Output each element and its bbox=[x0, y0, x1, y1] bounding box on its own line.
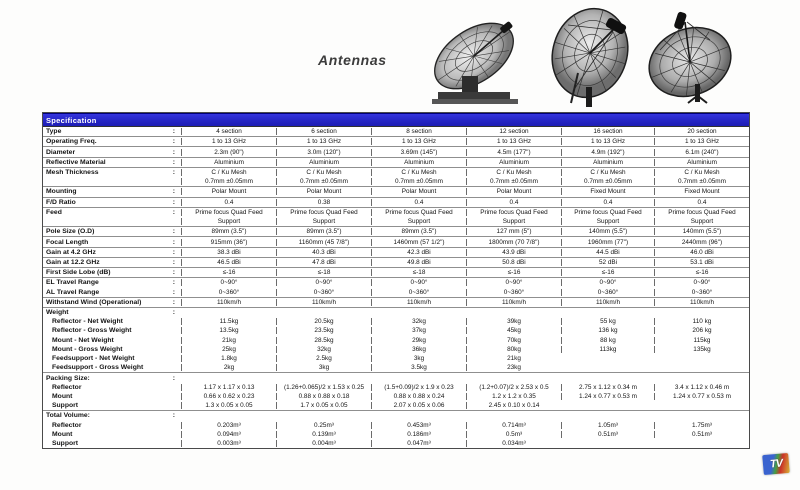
spec-value: 1.2 x 1.2 x 0.35 bbox=[466, 393, 561, 400]
spec-value: 140mm (5.5") bbox=[561, 228, 654, 235]
spec-value: 0.004m³ bbox=[276, 440, 371, 447]
spec-row bbox=[43, 127, 749, 136]
spec-row bbox=[43, 354, 749, 363]
label-colon: : bbox=[172, 238, 175, 246]
spec-value: ≤-18 bbox=[371, 269, 466, 276]
spec-value: 0.7mm ±0.05mm bbox=[466, 178, 561, 185]
spec-value: 3.69m (145") bbox=[371, 149, 466, 156]
spec-value: 0.453m³ bbox=[371, 422, 466, 429]
spec-value: 2.5kg bbox=[276, 355, 371, 362]
label-colon: : bbox=[172, 128, 175, 136]
spec-value: 110km/h bbox=[181, 299, 276, 306]
spec-row-label bbox=[43, 355, 181, 362]
spec-row-label bbox=[43, 422, 181, 429]
spec-row-label bbox=[43, 384, 181, 391]
spec-value: (1.26+0.065)/2 x 1.53 x 0.25 bbox=[276, 384, 371, 391]
spec-value: Polar Mount bbox=[371, 188, 466, 195]
spec-value: Polar Mount bbox=[466, 188, 561, 195]
spec-value: 1.75m³ bbox=[654, 422, 749, 429]
spec-row-label bbox=[43, 327, 181, 334]
spec-value: 42.3 dBi bbox=[371, 249, 466, 256]
spec-value: ≤-16 bbox=[466, 269, 561, 276]
spec-label-text: F/D Ratio bbox=[46, 198, 76, 206]
spec-value: Aluminium bbox=[654, 159, 749, 166]
spec-row bbox=[43, 136, 749, 146]
spec-row-label bbox=[43, 209, 181, 216]
spec-label-text: Support bbox=[52, 402, 79, 410]
spec-value: 0.25m³ bbox=[276, 422, 371, 429]
spec-value: 0.66 x 0.62 x 0.23 bbox=[181, 393, 276, 400]
label-colon: : bbox=[172, 168, 175, 176]
spec-row bbox=[43, 439, 749, 448]
spec-row bbox=[43, 267, 749, 277]
spec-row bbox=[43, 383, 749, 392]
spec-value: 88 kg bbox=[561, 337, 654, 344]
spec-value: 11.5kg bbox=[181, 318, 276, 325]
spec-value: 0.139m³ bbox=[276, 431, 371, 438]
spec-row bbox=[43, 326, 749, 335]
spec-value: 2.75 x 1.12 x 0.34 m bbox=[561, 384, 654, 391]
spec-row bbox=[43, 177, 749, 186]
spec-row bbox=[43, 157, 749, 167]
spec-value: Support bbox=[276, 218, 371, 225]
spec-value: 44.5 dBi bbox=[561, 249, 654, 256]
spec-label-text: Withstand Wind (Operational) bbox=[46, 298, 142, 306]
spec-value: 0.4 bbox=[561, 199, 654, 206]
spec-value: 50.8 dBi bbox=[466, 259, 561, 266]
spec-row-label bbox=[43, 269, 181, 276]
label-colon: : bbox=[172, 258, 175, 266]
spec-value: 47.8 dBi bbox=[276, 259, 371, 266]
spec-value: Support bbox=[654, 218, 749, 225]
spec-value: Fixed Mount bbox=[654, 188, 749, 195]
spec-value: 20.5kg bbox=[276, 318, 371, 325]
spec-row bbox=[43, 317, 749, 326]
spec-value: 8 section bbox=[371, 128, 466, 135]
spec-row bbox=[43, 421, 749, 430]
spec-value: Prime focus Quad Feed bbox=[181, 209, 276, 216]
spec-value: 1 to 13 GHz bbox=[276, 138, 371, 145]
spec-value: C / Ku Mesh bbox=[181, 169, 276, 176]
spec-row bbox=[43, 186, 749, 196]
spec-row-label bbox=[43, 289, 181, 296]
spec-label-text: Focal Length bbox=[46, 238, 89, 246]
spec-row bbox=[43, 372, 749, 382]
spec-label-text: Reflector - Gross Weight bbox=[52, 327, 132, 335]
spec-value: 0.7mm ±0.05mm bbox=[654, 178, 749, 185]
spec-row-label bbox=[43, 309, 181, 316]
spec-row-label bbox=[43, 239, 181, 246]
spec-row-label bbox=[43, 337, 181, 344]
label-colon: : bbox=[172, 374, 175, 382]
spec-row bbox=[43, 430, 749, 439]
spec-value: 0~90° bbox=[181, 279, 276, 286]
spec-value: 25kg bbox=[181, 346, 276, 353]
spec-label-text: Total Volume: bbox=[46, 412, 90, 420]
spec-value: 3kg bbox=[371, 355, 466, 362]
spec-value: 0.4 bbox=[181, 199, 276, 206]
spec-label-text: Mesh Thickness bbox=[46, 168, 99, 176]
spec-value: 1.05m³ bbox=[561, 422, 654, 429]
spec-value: 1.24 x 0.77 x 0.53 m bbox=[654, 393, 749, 400]
antenna-photo-center bbox=[538, 3, 646, 108]
tv-logo bbox=[762, 453, 790, 475]
label-colon: : bbox=[172, 298, 175, 306]
spec-value: 1160mm (45 7/8") bbox=[276, 239, 371, 246]
spec-value: 0.51m³ bbox=[561, 431, 654, 438]
spec-value: 2kg bbox=[181, 364, 276, 371]
spec-value: 29kg bbox=[371, 337, 466, 344]
spec-row-label bbox=[43, 169, 181, 176]
label-colon: : bbox=[172, 412, 175, 420]
spec-row-label bbox=[43, 228, 181, 235]
spec-row-label bbox=[43, 299, 181, 306]
spec-row-label bbox=[43, 279, 181, 286]
spec-label-text: Type bbox=[46, 128, 62, 136]
spec-row-label bbox=[43, 128, 181, 135]
spec-value: 12 section bbox=[466, 128, 561, 135]
spec-value: 115kg bbox=[654, 337, 749, 344]
spec-value: 38.3 dBi bbox=[181, 249, 276, 256]
spec-value: 55 kg bbox=[561, 318, 654, 325]
label-colon: : bbox=[172, 188, 175, 196]
label-colon: : bbox=[172, 148, 175, 156]
spec-row-label bbox=[43, 364, 181, 371]
spec-row bbox=[43, 288, 749, 297]
spec-value: 0~90° bbox=[561, 279, 654, 286]
spec-value: Fixed Mount bbox=[561, 188, 654, 195]
spec-value: 52 dBi bbox=[561, 259, 654, 266]
spec-value: 113kg bbox=[561, 346, 654, 353]
label-colon: : bbox=[172, 158, 175, 166]
spec-value: 110km/h bbox=[371, 299, 466, 306]
spec-label-text: Diameter bbox=[46, 148, 76, 156]
spec-value: Prime focus Quad Feed bbox=[561, 209, 654, 216]
spec-value: 1 to 13 GHz bbox=[181, 138, 276, 145]
spec-value: 0~90° bbox=[654, 279, 749, 286]
spec-value: 1800mm (70 7/8") bbox=[466, 239, 561, 246]
spec-label-text: Gain at 12.2 GHz bbox=[46, 258, 100, 266]
spec-value: 0.203m³ bbox=[181, 422, 276, 429]
spec-value: 2.07 x 0.05 x 0.06 bbox=[371, 402, 466, 409]
spec-value: 1.24 x 0.77 x 0.53 m bbox=[561, 393, 654, 400]
spec-row-label bbox=[43, 318, 181, 325]
spec-value: Prime focus Quad Feed bbox=[371, 209, 466, 216]
spec-value: Aluminium bbox=[276, 159, 371, 166]
spec-value: 0.38 bbox=[276, 199, 371, 206]
spec-value: 0~360° bbox=[276, 289, 371, 296]
spec-value: 89mm (3.5") bbox=[181, 228, 276, 235]
spec-value: 0.7mm ±0.05mm bbox=[276, 178, 371, 185]
spec-value: Support bbox=[371, 218, 466, 225]
spec-value: (1.2+0.07)/2 x 2.53 x 0.5 bbox=[466, 384, 561, 391]
spec-label-text: Reflector - Net Weight bbox=[52, 318, 123, 326]
spec-value: C / Ku Mesh bbox=[561, 169, 654, 176]
spec-value: 1.3 x 0.05 x 0.05 bbox=[181, 402, 276, 409]
spec-label-text: Weight bbox=[46, 309, 69, 317]
spec-value: 53.1 dBi bbox=[654, 259, 749, 266]
label-colon: : bbox=[172, 269, 175, 277]
spec-value: 21kg bbox=[466, 355, 561, 362]
spec-value: 127 mm (5") bbox=[466, 228, 561, 235]
spec-value: 1 to 13 GHz bbox=[466, 138, 561, 145]
spec-row bbox=[43, 410, 749, 420]
spec-value: 49.8 dBi bbox=[371, 259, 466, 266]
spec-value: 6.1m (240") bbox=[654, 149, 749, 156]
spec-value: 1.8kg bbox=[181, 355, 276, 362]
spec-value: 0~360° bbox=[371, 289, 466, 296]
spec-value: 135kg bbox=[654, 346, 749, 353]
spec-value: 20 section bbox=[654, 128, 749, 135]
spec-value: 21kg bbox=[181, 337, 276, 344]
spec-value: 0.094m³ bbox=[181, 431, 276, 438]
label-colon: : bbox=[172, 228, 175, 236]
spec-row bbox=[43, 345, 749, 354]
label-colon: : bbox=[172, 138, 175, 146]
spec-value: 0~360° bbox=[654, 289, 749, 296]
spec-label-text: Feedsupport - Net Weight bbox=[52, 355, 135, 363]
spec-value: 37kg bbox=[371, 327, 466, 334]
spec-value: 70kg bbox=[466, 337, 561, 344]
spec-value: 0.047m³ bbox=[371, 440, 466, 447]
antenna-photo-left bbox=[428, 10, 530, 108]
spec-value: Polar Mount bbox=[181, 188, 276, 195]
spec-value: 39kg bbox=[466, 318, 561, 325]
spec-value: Aluminium bbox=[466, 159, 561, 166]
spec-label-text: Packing Size: bbox=[46, 374, 90, 382]
spec-value: 0.88 x 0.88 x 0.24 bbox=[371, 393, 466, 400]
spec-value: Aluminium bbox=[371, 159, 466, 166]
spec-row bbox=[43, 167, 749, 177]
spec-row bbox=[43, 207, 749, 217]
spec-row-label bbox=[43, 149, 181, 156]
spec-value: 16 section bbox=[561, 128, 654, 135]
spec-value: Support bbox=[181, 218, 276, 225]
spec-label-text: Mount bbox=[52, 430, 73, 438]
spec-value: 0.5m³ bbox=[466, 431, 561, 438]
spec-value: 23kg bbox=[466, 364, 561, 371]
spec-value: 2.3m (90") bbox=[181, 149, 276, 156]
spec-value: 915mm (36") bbox=[181, 239, 276, 246]
spec-label-text: Pole Size (O.D) bbox=[46, 228, 95, 236]
spec-value: ≤-18 bbox=[276, 269, 371, 276]
label-colon: : bbox=[172, 309, 175, 317]
spec-label-text: Mount - Net Weight bbox=[52, 336, 114, 344]
spec-value: 89mm (3.5") bbox=[371, 228, 466, 235]
spec-row-label bbox=[43, 375, 181, 382]
spec-value: 1 to 13 GHz bbox=[654, 138, 749, 145]
spec-row-label bbox=[43, 259, 181, 266]
spec-label-text: First Side Lobe (dB) bbox=[46, 269, 111, 277]
spec-value: Support bbox=[561, 218, 654, 225]
spec-row bbox=[43, 363, 749, 372]
spec-value: 0.714m³ bbox=[466, 422, 561, 429]
table-header bbox=[43, 113, 749, 127]
spec-row-label bbox=[43, 159, 181, 166]
spec-row bbox=[43, 307, 749, 317]
spec-label-text: Feed bbox=[46, 208, 62, 216]
spec-label-text: Mount bbox=[52, 393, 73, 401]
spec-value: 4.9m (192") bbox=[561, 149, 654, 156]
spec-value: ≤-16 bbox=[181, 269, 276, 276]
spec-row bbox=[43, 297, 749, 307]
spec-row-label bbox=[43, 199, 181, 206]
spec-value: 4 section bbox=[181, 128, 276, 135]
spec-value: 4.5m (177") bbox=[466, 149, 561, 156]
spec-label-text: Gain at 4.2 GHz bbox=[46, 248, 96, 256]
spec-value: 28.5kg bbox=[276, 337, 371, 344]
label-colon: : bbox=[172, 279, 175, 287]
spec-row bbox=[43, 146, 749, 156]
spec-row-label bbox=[43, 402, 181, 409]
spec-row-label bbox=[43, 249, 181, 256]
spec-label-text: Support bbox=[52, 440, 79, 448]
spec-label-text: EL Travel Range bbox=[46, 279, 99, 287]
spec-row bbox=[43, 236, 749, 246]
spec-value: 110km/h bbox=[654, 299, 749, 306]
spec-value: 45kg bbox=[466, 327, 561, 334]
spec-value: 3.4 x 1.12 x 0.46 m bbox=[654, 384, 749, 391]
spec-value: 36kg bbox=[371, 346, 466, 353]
spec-value: 0.034m³ bbox=[466, 440, 561, 447]
spec-value: 46.0 dBi bbox=[654, 249, 749, 256]
spec-value: 0~360° bbox=[181, 289, 276, 296]
specification-table bbox=[42, 112, 750, 449]
spec-value: 1.17 x 1.17 x 0.13 bbox=[181, 384, 276, 391]
spec-value: 3.0m (120") bbox=[276, 149, 371, 156]
spec-value: 206 kg bbox=[654, 327, 749, 334]
spec-value: 32kg bbox=[276, 346, 371, 353]
spec-value: 0~360° bbox=[561, 289, 654, 296]
spec-row bbox=[43, 336, 749, 345]
spec-row-label bbox=[43, 346, 181, 353]
spec-value: 110 kg bbox=[654, 318, 749, 325]
spec-value: 6 section bbox=[276, 128, 371, 135]
spec-value: 110km/h bbox=[466, 299, 561, 306]
spec-row-label bbox=[43, 440, 181, 447]
spec-value: 1460mm (57 1/2") bbox=[371, 239, 466, 246]
spec-value: 3kg bbox=[276, 364, 371, 371]
spec-value: 40.3 dBi bbox=[276, 249, 371, 256]
spec-value: C / Ku Mesh bbox=[371, 169, 466, 176]
label-colon: : bbox=[172, 288, 175, 296]
spec-label-text: AL Travel Range bbox=[46, 288, 100, 296]
label-colon: : bbox=[172, 198, 175, 206]
spec-value: Prime focus Quad Feed bbox=[654, 209, 749, 216]
spec-label-text: Mounting bbox=[46, 188, 77, 196]
spec-value: 0~90° bbox=[276, 279, 371, 286]
spec-value: 110km/h bbox=[276, 299, 371, 306]
spec-value: 1960mm (77") bbox=[561, 239, 654, 246]
spec-value: 0.003m³ bbox=[181, 440, 276, 447]
spec-value: 1.7 x 0.05 x 0.05 bbox=[276, 402, 371, 409]
spec-row-label bbox=[43, 138, 181, 145]
spec-value: 23.5kg bbox=[276, 327, 371, 334]
spec-value: 1 to 13 GHz bbox=[371, 138, 466, 145]
spec-row-label bbox=[43, 188, 181, 195]
label-colon: : bbox=[172, 208, 175, 216]
table-body bbox=[43, 127, 749, 448]
spec-label-text: Reflector bbox=[52, 383, 82, 391]
spec-value: 0.7mm ±0.05mm bbox=[561, 178, 654, 185]
spec-value: 0.186m³ bbox=[371, 431, 466, 438]
spec-value: 136 kg bbox=[561, 327, 654, 334]
spec-value: Polar Mount bbox=[276, 188, 371, 195]
spec-value: 13.5kg bbox=[181, 327, 276, 334]
spec-row-label bbox=[43, 412, 181, 419]
spec-value: ≤-16 bbox=[561, 269, 654, 276]
spec-value: 0.51m³ bbox=[654, 431, 749, 438]
spec-value: 0~90° bbox=[371, 279, 466, 286]
spec-value: 0.7mm ±0.05mm bbox=[181, 178, 276, 185]
spec-row bbox=[43, 247, 749, 257]
spec-value: C / Ku Mesh bbox=[654, 169, 749, 176]
antenna-photo-right bbox=[640, 10, 740, 105]
spec-row bbox=[43, 401, 749, 410]
spec-value: 2.45 x 0.10 x 0.14 bbox=[466, 402, 561, 409]
spec-row bbox=[43, 217, 749, 226]
spec-label-text: Reflective Material bbox=[46, 158, 106, 166]
spec-label-text: Reflector bbox=[52, 421, 82, 429]
spec-value: 3.5kg bbox=[371, 364, 466, 371]
spec-value: (1.5+0.09)/2 x 1.9 x 0.23 bbox=[371, 384, 466, 391]
spec-value: C / Ku Mesh bbox=[466, 169, 561, 176]
spec-row-label bbox=[43, 393, 181, 400]
spec-value: 43.9 dBi bbox=[466, 249, 561, 256]
spec-value: 46.5 dBi bbox=[181, 259, 276, 266]
spec-value: 89mm (3.5") bbox=[276, 228, 371, 235]
tv-logo-text: TV bbox=[769, 457, 783, 471]
spec-value: 0.4 bbox=[466, 199, 561, 206]
spec-value: Support bbox=[466, 218, 561, 225]
spec-label-text: Feedsupport - Gross Weight bbox=[52, 364, 144, 372]
spec-value: 0.4 bbox=[371, 199, 466, 206]
spec-value: Prime focus Quad Feed bbox=[276, 209, 371, 216]
spec-value: 32kg bbox=[371, 318, 466, 325]
spec-value: 80kg bbox=[466, 346, 561, 353]
spec-row-label bbox=[43, 431, 181, 438]
spec-row bbox=[43, 197, 749, 207]
spec-label-text: Operating Freq. bbox=[46, 138, 97, 146]
spec-value: 2440mm (96") bbox=[654, 239, 749, 246]
spec-value: C / Ku Mesh bbox=[276, 169, 371, 176]
spec-value: 0.4 bbox=[654, 199, 749, 206]
page-title: Antennas bbox=[318, 52, 387, 68]
spec-value: 1 to 13 GHz bbox=[561, 138, 654, 145]
spec-row bbox=[43, 277, 749, 287]
spec-row bbox=[43, 392, 749, 401]
spec-value: Aluminium bbox=[181, 159, 276, 166]
label-colon: : bbox=[172, 248, 175, 256]
spec-row bbox=[43, 257, 749, 267]
spec-label-text: Mount - Gross Weight bbox=[52, 345, 123, 353]
spec-value: Prime focus Quad Feed bbox=[466, 209, 561, 216]
spec-value: 0.88 x 0.88 x 0.18 bbox=[276, 393, 371, 400]
spec-value: 0~90° bbox=[466, 279, 561, 286]
spec-value: 110km/h bbox=[561, 299, 654, 306]
spec-value: 140mm (5.5") bbox=[654, 228, 749, 235]
spec-value: 0~360° bbox=[466, 289, 561, 296]
spec-value: 0.7mm ±0.05mm bbox=[371, 178, 466, 185]
spec-value: Aluminium bbox=[561, 159, 654, 166]
table-header-label: Specification bbox=[46, 115, 97, 125]
spec-value: ≤-16 bbox=[654, 269, 749, 276]
spec-row bbox=[43, 226, 749, 236]
